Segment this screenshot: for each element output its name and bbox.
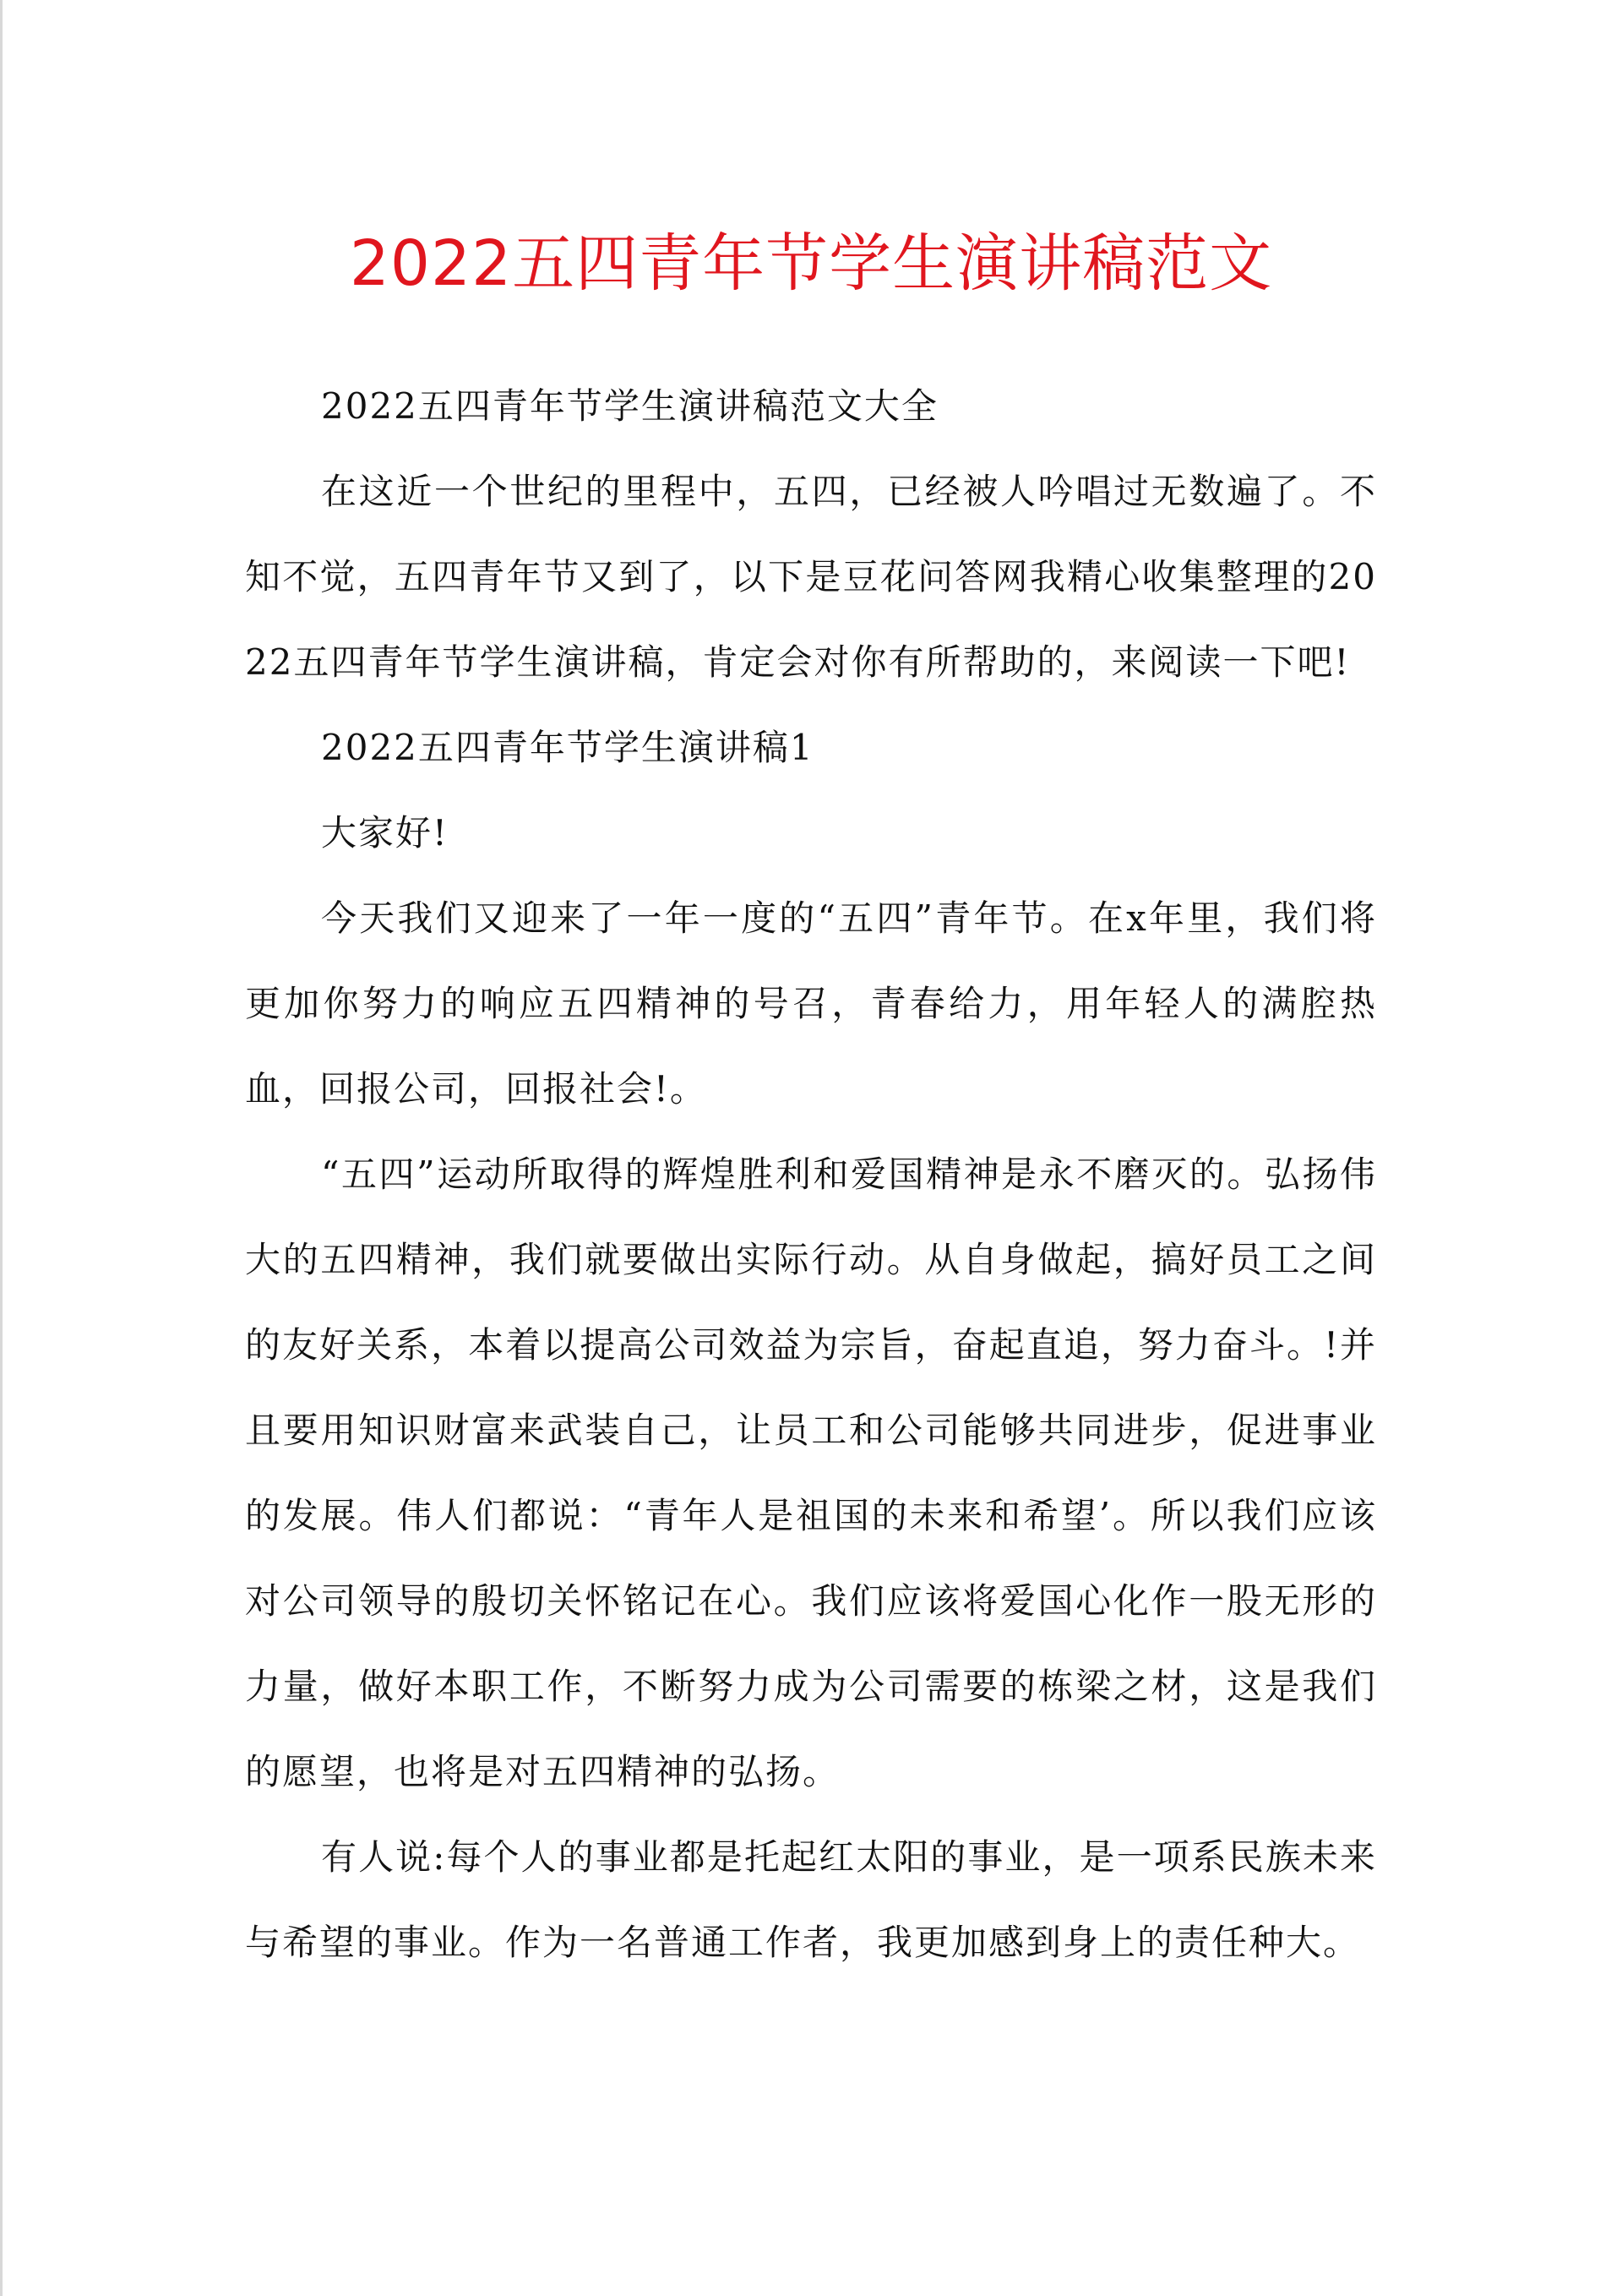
document-body (245, 363, 1377, 1985)
paragraph-body-1: 今天我们又迎来了一年一度的“五四”青年节。在x年里，我们将更加你努力的响应五四精神的号召，青春给力，用年轻人的满腔热血，回报公司，回报社会!。 (245, 897, 1377, 1110)
paragraph-section-heading: 2022五四青年节学生演讲稿1 (321, 727, 814, 768)
paragraph-subtitle: 2022五四青年节学生演讲稿范文大全 (321, 385, 939, 427)
paragraph-body-3: 有人说:每个人的事业都是托起红太阳的事业，是一项系民族未来与希望的事业。作为一名普通工作者，我更加感到身上的责任种大。 (245, 1836, 1377, 1963)
paragraph-greeting: 大家好! (321, 812, 449, 854)
page-edge (0, 0, 3, 2296)
paragraph-body-2: “五四”运动所取得的辉煌胜利和爱国精神是永不磨灭的。弘扬伟大的五四精神，我们就要做出实际行动。从自身做起，搞好员工之间的友好关系，本着以提高公司效益为宗旨，奋起直追，努力奋斗。!并且要用知识财富来武装自己，让员工和公司能够共同进步，促进事业的发展。伟人们都说：“青年人是祖国的未来和希望’。所以我们应该对公司领导的殷切关怀铭记在心。我们应该将爱国心化作一股无形的力量，做好本职工作，不断努力成为公司需要的栋梁之材，这是我们的愿望，也将是对五四精神的弘扬。 (245, 1153, 1377, 1792)
document-title: 2022五四青年节学生演讲稿范文 (349, 227, 1273, 300)
paragraph-intro: 在这近一个世纪的里程中，五四，已经被人吟唱过无数遍了。不知不觉，五四青年节又到了，以下是豆花问答网我精心收集整理的2022五四青年节学生演讲稿，肯定会对你有所帮助的，来阅读一下吧! (245, 471, 1377, 683)
